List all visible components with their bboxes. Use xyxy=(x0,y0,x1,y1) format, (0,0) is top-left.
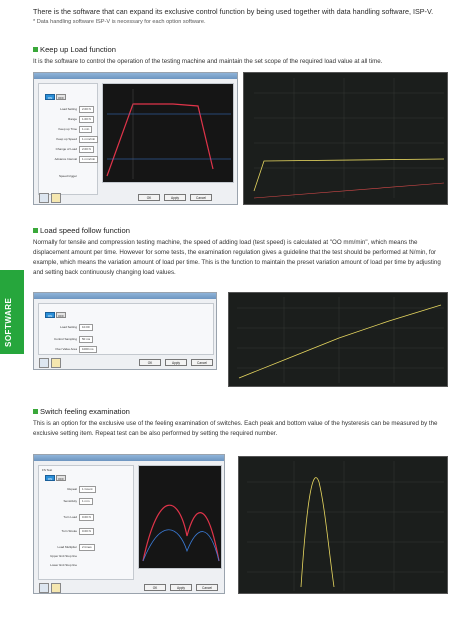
setting-row: Sensitivity 1 mm xyxy=(39,498,93,503)
setting-row: Upper limit Stop line xyxy=(50,554,77,558)
load-setting-field[interactable]: 2.00 N xyxy=(79,106,94,113)
setting-row: Load Setting 10.00 xyxy=(39,324,93,329)
keep-up-load-result-graph xyxy=(243,72,448,205)
window-titlebar xyxy=(34,293,216,299)
preview-graph-panel xyxy=(102,83,234,183)
settings-panel xyxy=(38,83,98,195)
section-title-switch-feeling: Switch feeling examination xyxy=(33,407,130,416)
section-title-keep-up-load: Keep up Load function xyxy=(33,45,116,54)
folder-icon[interactable] xyxy=(51,193,61,203)
section-text-load-speed-follow: Normally for tensile and compression testing machine, the speed of adding load (test speed) is calculated at "OO mm/min", which means the displacement amount per time. However for some tests, the examination regulation gives a guideline that the test should be performed at N/min, for example, which means the variation amount of load per time. This is the function to maintain the preset variation amount of load per time by adjusting and setting back continuously changing load values. xyxy=(33,239,441,276)
setting-row: Advance Interval 1 mm/min xyxy=(39,156,98,161)
turn-stroke-field[interactable]: 0.00 N xyxy=(79,528,94,535)
result-graph xyxy=(239,457,448,594)
preview-graph-panel xyxy=(138,465,222,569)
intro xyxy=(33,7,453,27)
setting-row: Control Sampling 50 ms xyxy=(39,336,93,341)
sensitivity-field[interactable]: 1 mm xyxy=(79,498,93,505)
settings-panel xyxy=(38,303,214,355)
ok-button[interactable]: OK xyxy=(138,194,160,201)
control-sampling-field[interactable]: 50 ms xyxy=(79,336,93,343)
load-multiplier-field[interactable]: 2 times xyxy=(79,544,95,551)
bullet-square-icon xyxy=(33,47,38,52)
preview-graph xyxy=(139,466,223,570)
section-text-switch-feeling: This is an option for the exclusive use of the feeling examination of switches. Each peak and bottom value of the hysteresis can be measured by the exclusive setting item. Repeat test can be also performed by setting the required number. xyxy=(33,420,438,437)
window-titlebar xyxy=(34,455,224,461)
on-toggle[interactable]: ON xyxy=(45,475,55,481)
over-value-area-field[interactable]: 1000 ms xyxy=(79,346,97,353)
window-titlebar xyxy=(34,73,237,79)
cancel-button[interactable]: Cancel xyxy=(190,194,212,201)
intro-text: There is the software that can expand its exclusive control function by being used together with data handling software, ISP-V. xyxy=(33,7,434,16)
fs-test-tab[interactable]: FS Test xyxy=(42,468,53,472)
switch-feeling-result-graph xyxy=(238,456,448,594)
save-icon[interactable] xyxy=(39,583,49,593)
software-side-tab xyxy=(0,270,24,354)
setting-row: Turn Load 0.00 N xyxy=(39,514,94,519)
repeat-field[interactable]: 1 Count xyxy=(79,486,96,493)
side-tab-label: SOFTWARE xyxy=(4,297,13,347)
turn-load-field[interactable]: 0.00 N xyxy=(79,514,94,521)
setting-row: Keep up Time 1 min xyxy=(39,126,92,131)
result-graph xyxy=(229,293,448,387)
save-icon[interactable] xyxy=(39,358,49,368)
on-toggle[interactable]: ON xyxy=(45,312,55,318)
off-toggle[interactable]: OFF xyxy=(58,477,64,481)
save-icon[interactable] xyxy=(39,193,49,203)
bullet-square-icon xyxy=(33,228,38,233)
setting-row: Load Multiplier 2 times xyxy=(39,544,95,549)
setting-row: Repeat 1 Count xyxy=(39,486,96,491)
apply-button[interactable]: Apply xyxy=(165,359,187,366)
apply-button[interactable]: Apply xyxy=(164,194,186,201)
ok-button[interactable]: OK xyxy=(144,584,166,591)
setting-row: Load Setting 2.00 N xyxy=(39,106,94,111)
range-field[interactable]: 1.00 N xyxy=(79,116,94,123)
keep-up-time-field[interactable]: 1 min xyxy=(79,126,92,133)
on-toggle[interactable]: ON xyxy=(45,94,55,100)
setting-row: Turn Stroke 0.00 N xyxy=(39,528,94,533)
section-text-keep-up-load: It is the software to control the operation of the testing machine and maintain the set scope of the required load value at all time. xyxy=(33,58,383,65)
setting-row: Speed trigger xyxy=(58,174,77,178)
section-title-load-speed-follow: Load speed follow function xyxy=(33,226,130,235)
load-speed-follow-window xyxy=(33,292,217,370)
off-toggle[interactable]: OFF xyxy=(58,314,64,318)
settings-panel xyxy=(38,465,134,580)
keep-up-load-window xyxy=(33,72,238,205)
setting-row: Range 1.00 N xyxy=(39,116,94,121)
cancel-button[interactable]: Cancel xyxy=(191,359,213,366)
preview-graph xyxy=(103,84,235,184)
folder-icon[interactable] xyxy=(51,358,61,368)
load-setting-field[interactable]: 10.00 xyxy=(79,324,93,331)
keep-up-speed-field[interactable]: 1 mm/min xyxy=(79,136,98,143)
off-toggle[interactable]: OFF xyxy=(58,96,64,100)
bullet-square-icon xyxy=(33,409,38,414)
setting-row: Keep up Speed 1 mm/min xyxy=(39,136,98,141)
folder-icon[interactable] xyxy=(51,583,61,593)
result-graph xyxy=(244,73,448,205)
setting-row: Over Value Area 1000 ms xyxy=(39,346,97,351)
setting-row: Lower limit Stop line xyxy=(50,563,77,567)
load-speed-follow-result-graph xyxy=(228,292,448,387)
cancel-button[interactable]: Cancel xyxy=(196,584,218,591)
apply-button[interactable]: Apply xyxy=(170,584,192,591)
ok-button[interactable]: OK xyxy=(139,359,161,366)
advance-interval-field[interactable]: 1 mm/min xyxy=(79,156,98,163)
setting-row: Change of Load 2.00 N xyxy=(39,146,94,151)
switch-feeling-window xyxy=(33,454,225,594)
change-of-load-field[interactable]: 2.00 N xyxy=(79,146,94,153)
intro-note: * Data handling software ISP-V is necessary for each option software. xyxy=(33,19,206,25)
